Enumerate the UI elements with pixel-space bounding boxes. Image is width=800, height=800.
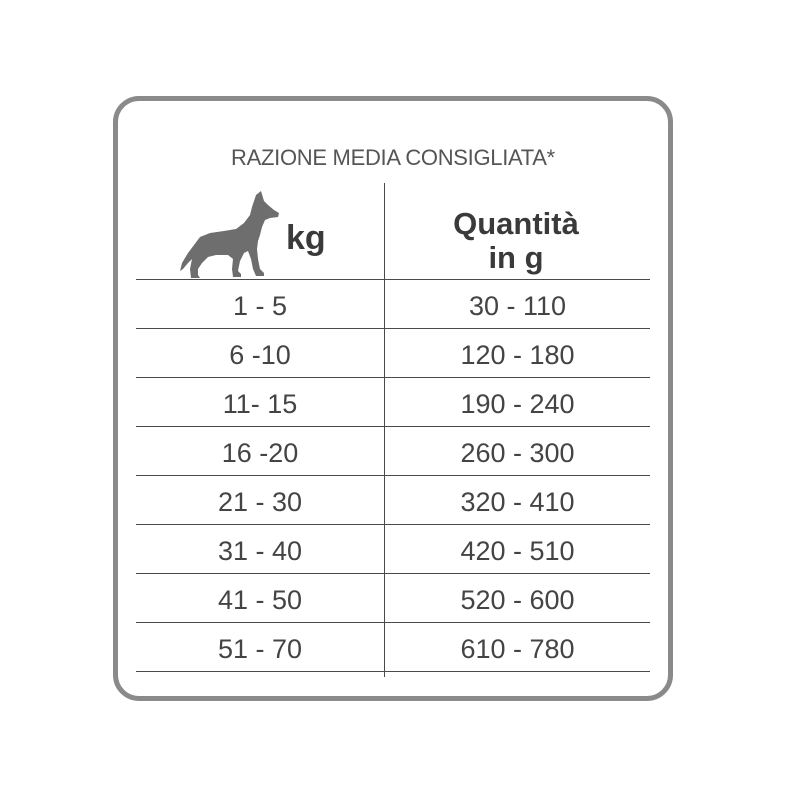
dog-silhouette-icon <box>178 189 283 279</box>
kg-cell: 51 - 70 <box>217 634 303 664</box>
grams-cell: 320 - 410 <box>460 487 575 517</box>
table-row <box>136 427 650 476</box>
quantity-header-line1: Quantità <box>453 206 579 241</box>
kg-cell: 1 - 5 <box>232 291 288 321</box>
kg-cell: 11- 15 <box>222 389 298 419</box>
kg-column-header: kg <box>286 219 326 257</box>
ration-table-card <box>113 96 673 701</box>
grams-cell: 260 - 300 <box>460 438 575 468</box>
table-title: RAZIONE MEDIA CONSIGLIATA* <box>231 145 555 170</box>
table-row <box>136 525 650 574</box>
kg-cell: 6 -10 <box>229 340 291 370</box>
table-row <box>136 574 650 623</box>
table-row <box>136 378 650 427</box>
table-row <box>136 280 650 329</box>
grams-cell: 420 - 510 <box>460 536 575 566</box>
quantity-header-line2: in g <box>488 240 544 275</box>
kg-cell: 41 - 50 <box>217 585 303 615</box>
grams-cell: 520 - 600 <box>460 585 575 615</box>
kg-cell: 16 -20 <box>221 438 299 468</box>
grams-cell: 120 - 180 <box>460 340 575 370</box>
quantity-column-header <box>416 207 616 275</box>
kg-cell: 31 - 40 <box>217 536 303 566</box>
grams-cell: 190 - 240 <box>460 389 575 419</box>
grams-cell: 30 - 110 <box>468 291 567 321</box>
table-row <box>136 623 650 672</box>
table-row <box>136 476 650 525</box>
table-row <box>136 329 650 378</box>
kg-cell: 21 - 30 <box>217 487 303 517</box>
grams-cell: 610 - 780 <box>460 634 575 664</box>
